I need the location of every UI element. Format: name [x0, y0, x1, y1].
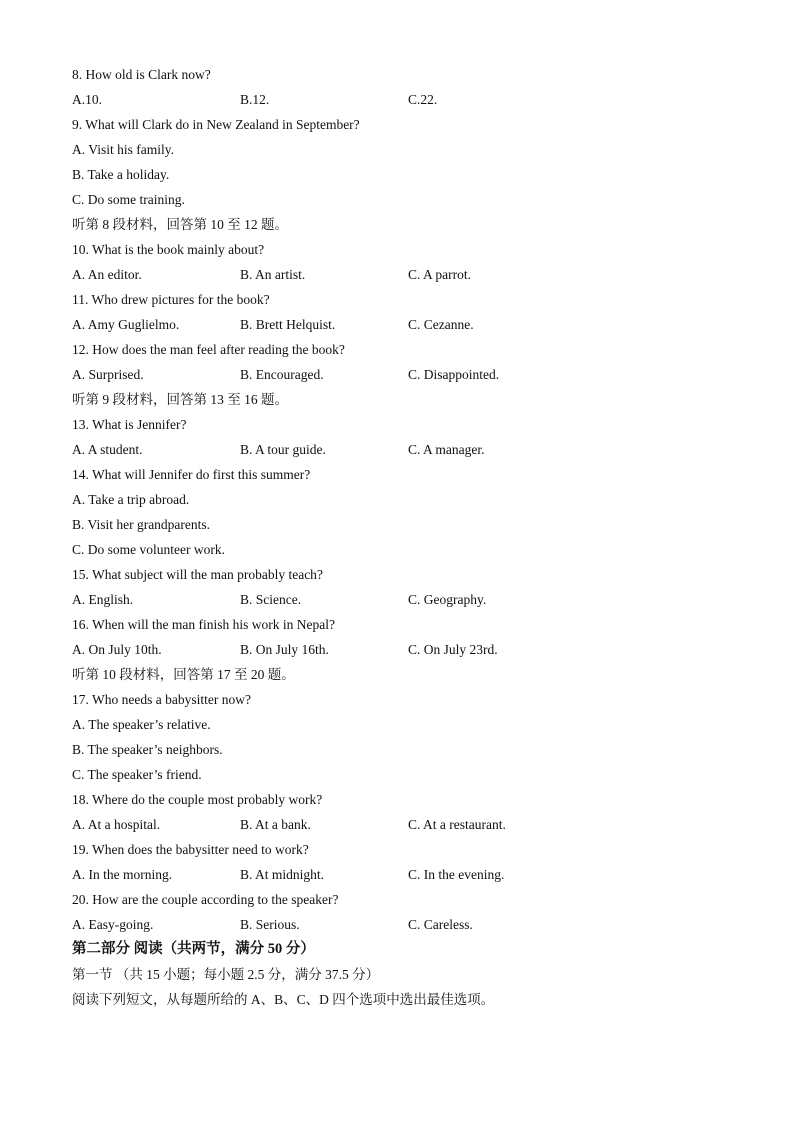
answer-option: A. On July 10th. — [72, 642, 162, 657]
text-line: 13. What is Jennifer? — [72, 417, 187, 432]
text-line: A. Visit his family. — [72, 142, 174, 157]
option-row — [72, 637, 732, 662]
text-line: C. Do some volunteer work. — [72, 542, 225, 557]
option-row — [72, 812, 732, 837]
answer-option: B. Encouraged. — [240, 367, 324, 382]
answer-option: A. English. — [72, 592, 134, 607]
text-line: 18. Where do the couple most probably work? — [72, 792, 323, 807]
answer-option: C. A parrot. — [408, 267, 471, 282]
text-line: 20. How are the couple according to the speaker? — [72, 892, 339, 907]
answer-option: A. Easy-going. — [72, 917, 154, 932]
answer-option: B. A tour guide. — [240, 442, 326, 457]
text-line: A. The speaker’s relative. — [72, 717, 211, 732]
answer-option: C. Cezanne. — [408, 317, 474, 332]
text-line: 11. Who drew pictures for the book? — [72, 292, 270, 307]
option-row — [72, 587, 732, 612]
text-line: C. The speaker’s friend. — [72, 767, 202, 782]
answer-option: A. Amy Guglielmo. — [72, 317, 180, 332]
text-line: 第一节 （共 15 小题；每小题 2.5 分，满分 37.5 分） — [72, 967, 380, 982]
option-row — [72, 312, 732, 337]
text-line: B. Visit her grandparents. — [72, 517, 211, 532]
exam-page — [72, 62, 732, 1012]
answer-option: A. In the morning. — [72, 867, 173, 882]
section-heading: 第二部分 阅读（共两节，满分 50 分） — [72, 941, 315, 957]
text-line: 14. What will Jennifer do first this summer? — [72, 467, 311, 482]
text-line: 17. Who needs a babysitter now? — [72, 692, 251, 707]
answer-option: B. Serious. — [240, 917, 300, 932]
text-line: 19. When does the babysitter need to work? — [72, 842, 309, 857]
answer-option: A. A student. — [72, 442, 143, 457]
answer-option: B. On July 16th. — [240, 642, 329, 657]
option-row — [72, 912, 732, 937]
text-line: 16. When will the man finish his work in Nepal? — [72, 617, 335, 632]
answer-option: C. Geography. — [408, 592, 487, 607]
answer-option: B. An artist. — [240, 267, 306, 282]
option-row — [72, 262, 732, 287]
text-line: C. Do some training. — [72, 192, 185, 207]
text-line: 9. What will Clark do in New Zealand in September? — [72, 117, 360, 132]
answer-option: C. On July 23rd. — [408, 642, 498, 657]
text-line: 10. What is the book mainly about? — [72, 242, 265, 257]
answer-option: C. Careless. — [408, 917, 473, 932]
answer-option: A. Surprised. — [72, 367, 144, 382]
answer-option: B. At a bank. — [240, 817, 311, 832]
option-row — [72, 437, 732, 462]
text-line: 听第 8 段材料，回答第 10 至 12 题。 — [72, 217, 288, 232]
answer-option: C. A manager. — [408, 442, 485, 457]
option-row — [72, 862, 732, 887]
answer-option: B.12. — [240, 92, 270, 107]
text-line: 12. How does the man feel after reading the book? — [72, 342, 345, 357]
text-line: 15. What subject will the man probably teach? — [72, 567, 323, 582]
answer-option: A. An editor. — [72, 267, 142, 282]
answer-option: B. At midnight. — [240, 867, 325, 882]
text-line: 阅读下列短文，从每题所给的 A、B、C、D 四个选项中选出最佳选项。 — [72, 992, 495, 1007]
answer-option: C. Disappointed. — [408, 367, 500, 382]
text-line: 听第 10 段材料，回答第 17 至 20 题。 — [72, 667, 295, 682]
text-line: B. The speaker’s neighbors. — [72, 742, 223, 757]
answer-option: A.10. — [72, 92, 102, 107]
answer-option: C.22. — [408, 92, 438, 107]
answer-option: B. Brett Helquist. — [240, 317, 336, 332]
option-row — [72, 362, 732, 387]
text-line: 8. How old is Clark now? — [72, 67, 211, 82]
text-line: B. Take a holiday. — [72, 167, 170, 182]
answer-option: C. At a restaurant. — [408, 817, 506, 832]
text-line: A. Take a trip abroad. — [72, 492, 190, 507]
answer-option: B. Science. — [240, 592, 302, 607]
answer-option: A. At a hospital. — [72, 817, 161, 832]
option-row — [72, 87, 732, 112]
answer-option: C. In the evening. — [408, 867, 505, 882]
text-line: 听第 9 段材料，回答第 13 至 16 题。 — [72, 392, 288, 407]
